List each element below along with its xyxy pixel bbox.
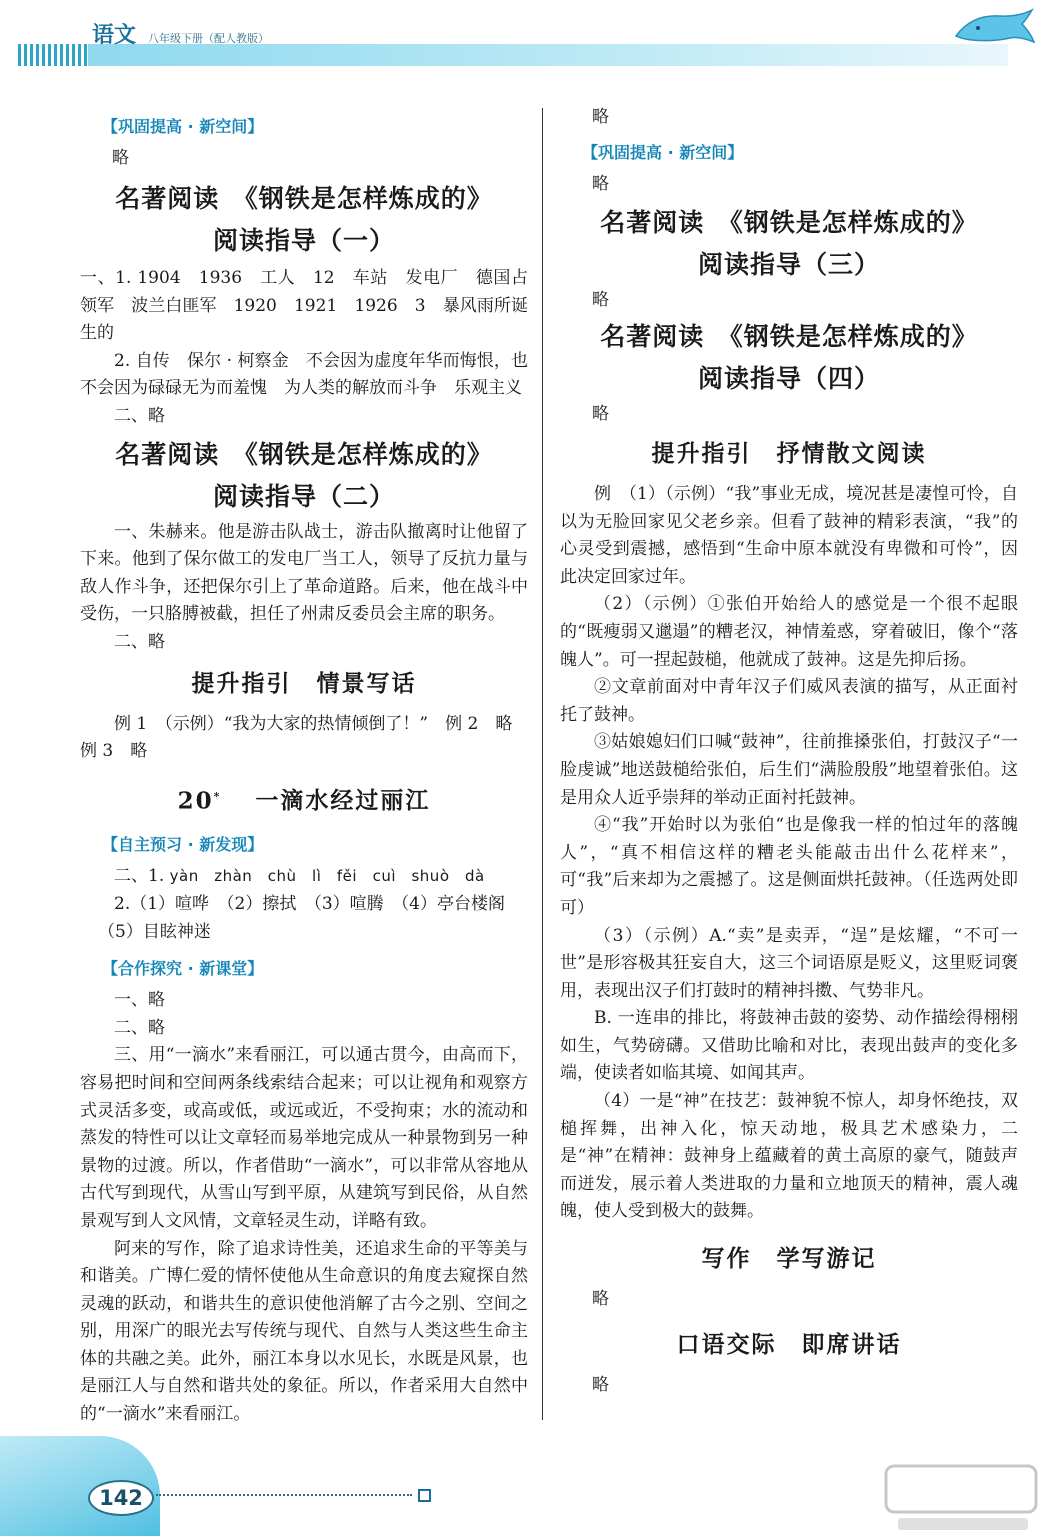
answer-paragraph: B. 一连串的排比，将鼓神击鼓的姿势、动作描绘得栩栩如生，气势磅礴。又借助比喻和对比，表现出鼓声的变化多端，使读者如临其境、如闻其声。: [560, 1008, 1018, 1084]
answer-text: 略: [592, 404, 609, 424]
answer-paragraph: 二、略: [114, 405, 165, 426]
answer-paragraph: 一、1. 1904 1936 工人 12 车站 发电厂 德国占领军 波兰白匪军 1920 1921 1926 3 暴风雨所诞生的: [80, 268, 528, 344]
section-title: 提升指引 抒情散文阅读: [651, 440, 927, 467]
section-tag: 【合作探究 · 新课堂】: [102, 959, 264, 979]
section-title: 名著阅读 《钢铁是怎样炼成的》: [115, 184, 493, 213]
answer-paragraph: （4）一是“神”在技艺：鼓神貌不惊人，却身怀绝技，双槌挥舞，出神入化，惊天动地，极具艺术感染力，二是“神”在精神：鼓神身上蕴藏着的黄土高原的豪气，随鼓声而迸发，展示着人类进取的力量和立地顶天的精神，震人魂魄，使人受到极大的鼓舞。: [560, 1091, 1018, 1222]
answer-paragraph: 一、朱赫来。他是游击队战士，游击队撤离时让他留了下来。他到了保尔做工的发电厂当工人，领导了反抗力量与敌人作斗争，还把保尔引上了革命道路。后来，他在战斗中受伤，一只胳膊被截，担任了州肃反委员会主席的职务。: [80, 521, 528, 625]
watermark-logo-icon: [882, 1460, 1042, 1534]
dolphin-icon: [952, 6, 1038, 48]
header-grade: 八年级下册（配人教版）: [148, 32, 269, 45]
right-column: [560, 107, 1018, 1398]
answer-paragraph: 例 （1）（示例）“我”事业无成，境况甚是凄惶可怜，自以为无脸回家见父老乡亲。但看了鼓神的精彩表演，“我”的心灵受到震撼，感悟到“生命中原本就没有卑微和可怜”，因此决定回家过年。: [560, 484, 1018, 587]
header-stripes: [18, 44, 88, 66]
answer-text: 略: [112, 148, 129, 168]
answer-paragraph: （5）目眩神迷: [98, 921, 211, 942]
section-title: 名著阅读 《钢铁是怎样炼成的》: [600, 322, 978, 351]
section-subtitle: 阅读指导（三）: [697, 250, 880, 279]
answer-paragraph: 2.（1）喧哗 （2）擦拭 （3）喧腾 （4）亭台楼阁: [114, 893, 505, 914]
answer-paragraph: 二、略: [114, 631, 165, 652]
lesson-name: 一滴水经过丽江: [255, 787, 431, 815]
answer-paragraph: 2. 自传 保尔 · 柯察金 不会因为虚度年华而悔恨，也不会因为碌碌无为而羞愧 为人类的解放而斗争 乐观主义: [80, 350, 528, 399]
section-tag: 【自主预习 · 新发现】: [102, 835, 264, 855]
answer-paragraph: 三、用“一滴水”来看丽江，可以通古贯今，由高而下，容易把时间和空间两条线索结合起来；可以让视角和观察方式灵活多变，或高或低，或远或近，不受拘束；水的流动和蒸发的特性可以让文章轻而易举地完成从一种景物到另一种景物的过渡。所以，作者借助“一滴水”，可以非常从容地从古代写到现代，从雪山写到平原，从建筑写到民俗，从自然景观写到人文风情，文章轻灵生动，详略有致。: [80, 1045, 528, 1231]
answer-paragraph: ④“我”开始时以为张伯“也是像我一样的怕过年的落魄人”，“真不相信这样的糟老头能敲击出什么花样来”，可“我”后来却为之震撼了。这是侧面烘托鼓神。（任选两处即可）: [560, 815, 1018, 918]
header-subject: 语文: [92, 23, 137, 48]
answer-paragraph: ②文章前面对中青年汉子们威风表演的描写，从正面衬托了鼓神。: [560, 677, 1018, 725]
answer-paragraph: 二、略: [114, 1017, 165, 1038]
section-tag: 【巩固提高 · 新空间】: [102, 117, 264, 136]
section-title: 写作 学写游记: [701, 1245, 877, 1273]
section-title: 名著阅读 《钢铁是怎样炼成的》: [600, 208, 978, 237]
footer-dotted-line: [156, 1494, 412, 1498]
section-title: 口语交际 即席讲话: [676, 1331, 902, 1359]
answer-text: 略: [592, 174, 609, 194]
section-tag: 【巩固提高 · 新空间】: [582, 143, 744, 162]
answer-paragraph: 阿来的写作，除了追求诗性美，还追求生命的平等美与和谐美。广博仁爱的情怀使他从生命意识的角度去窥探自然灵魂的跃动，和谐共生的意识使他消解了古今之别、空间之别，用深广的眼光去写传统与现代、自然与人类这些生命主体的共融之美。此外，丽江本身以水见长，水既是风景，也是丽江人与自然和谐共处的象征。所以，作者采用大自然中的“一滴水”来看丽江。: [80, 1238, 528, 1425]
section-subtitle: 阅读指导（四）: [697, 364, 880, 393]
lesson-title: [80, 780, 528, 819]
header-bar: [88, 44, 1008, 66]
answer-text: 略: [592, 290, 609, 310]
answer-text: 略: [592, 107, 609, 127]
left-column: [80, 110, 528, 1429]
section-subtitle: 阅读指导（一）: [212, 226, 395, 255]
answer-paragraph: （3）（示例）A.“卖”是卖弄，“逞”是炫耀，“不可一世”是形容极其狂妄自大，这三个词语原是贬义，这里贬词褒用，表现出汉子们打鼓时的精神抖擞、气势非凡。: [560, 925, 1018, 1001]
answer-label: 二、1.: [114, 866, 165, 887]
lesson-mark: *: [213, 789, 222, 803]
section-subtitle: 阅读指导（二）: [212, 481, 395, 511]
answer-text: 略: [592, 1375, 609, 1396]
answer-paragraph: [80, 863, 528, 891]
answer-text: 略: [592, 1289, 609, 1310]
column-divider: [542, 108, 543, 1420]
answer-paragraph: ③姑娘媳妇们口喊“鼓神”，往前推搡张伯，打鼓汉子“一脸虔诚”地送鼓槌给张伯，后生们“满脸殷殷”地望着张伯。这是用众人近乎崇拜的举动正面衬托鼓神。: [560, 732, 1018, 808]
section-title: 名著阅读 《钢铁是怎样炼成的》: [115, 439, 493, 469]
lesson-number: 20: [177, 787, 214, 815]
answer-paragraph: （2）（示例）①张伯开始给人的感觉是一个很不起眼的“既瘦弱又邋遢”的糟老汉，神情羞惑，穿着破旧，像个“落魄人”。可一捏起鼓槌，他就成了鼓神。这是先抑后扬。: [560, 594, 1018, 670]
footer-square-icon: [418, 1489, 431, 1502]
section-title: 提升指引 情景写话: [191, 669, 417, 697]
page-number: 142: [88, 1480, 154, 1516]
answer-paragraph: 一、略: [114, 990, 165, 1011]
answer-paragraph: 例 3 略: [80, 741, 148, 762]
pinyin-answers: yàn zhàn chù lì fěi cuì shuò dà: [169, 867, 485, 886]
answer-paragraph: 例 1 （示例）“我为大家的热情倾倒了！” 例 2 略: [114, 713, 513, 734]
